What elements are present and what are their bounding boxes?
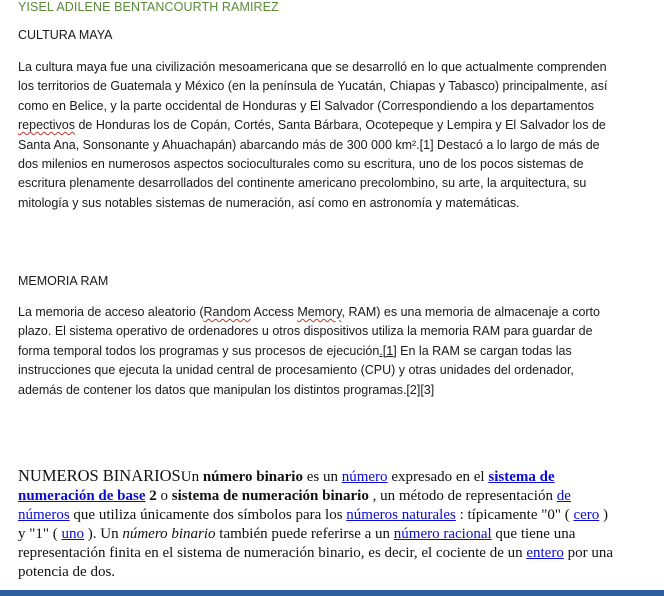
bold-term: sistema de numeración binario bbox=[171, 488, 369, 504]
misspelled-word[interactable]: Memory bbox=[297, 305, 342, 319]
heading-memoria-ram: MEMORIA RAM bbox=[18, 274, 109, 288]
link-numero-racional[interactable]: número racional bbox=[393, 526, 492, 542]
ram-text-1: La memoria de acceso aleatorio ( bbox=[18, 305, 204, 319]
page-bottom-border bbox=[0, 590, 664, 596]
binarios-heading: NUMEROS BINARIOS bbox=[18, 466, 181, 485]
paragraph-memoria-ram bbox=[18, 303, 618, 400]
author-name: YISEL ADILENE BENTANCOURTH RAMIREZ bbox=[18, 0, 279, 14]
paragraph-cultura-maya bbox=[18, 58, 618, 213]
maya-text-2: de Honduras los de Copán, Cortés, Santa Bárbara, Ocotepeque y Lempira y El Salvador los de Santa Ana, Sonsonante y Ahuachapán) abarcando más de 300 000 km².[1] Destacó a lo largo de más de dos milenios en numerosos aspectos socioculturales como su escritura, uno de los pocos sistemas de escritura plenamente desarrollados del continente americano precolombino, su arte, la arquitectura, su mitología y sus notables sistemas de numeración, así como en astronomía y matemáticas. bbox=[18, 118, 606, 210]
bold-term: número binario bbox=[202, 469, 303, 485]
misspelled-word[interactable]: repectivos bbox=[18, 118, 75, 133]
ram-text-3: , RAM) es una memoria de almacenaje a corto plazo. El sistema operativo de ordenadores u otros dispositivos utiliza la memoria RAM para guardar de forma temporal todos los programas y sus procesos de ejecución bbox=[18, 305, 600, 358]
link-entero[interactable]: entero bbox=[526, 545, 564, 561]
text-run: expresado en el bbox=[387, 469, 489, 485]
link-cero[interactable]: cero bbox=[573, 507, 600, 523]
text-run: Un bbox=[180, 469, 203, 485]
paragraph-numeros-binarios bbox=[18, 466, 618, 582]
text-run: : típicamente "0" ( bbox=[455, 507, 574, 523]
link-numeros-naturales[interactable]: números naturales bbox=[346, 507, 456, 523]
text-run: o bbox=[156, 488, 172, 504]
ram-text-2: Access bbox=[250, 305, 298, 319]
text-run: ) y "1" ( bbox=[18, 507, 609, 542]
text-run: , un método de representación bbox=[368, 488, 557, 504]
text-run: ). Un bbox=[84, 526, 123, 542]
text-run: que utiliza únicamente dos símbolos para los bbox=[69, 507, 347, 523]
heading-cultura-maya: CULTURA MAYA bbox=[18, 28, 113, 42]
text-run: también puede referirse a un bbox=[215, 526, 394, 542]
link-de-numeros[interactable]: de números bbox=[18, 488, 571, 523]
text-run: es un bbox=[302, 469, 342, 485]
link-numero[interactable]: número bbox=[341, 469, 388, 485]
text-run: por una potencia de dos. bbox=[18, 545, 613, 580]
bold-term: 2 bbox=[149, 488, 157, 504]
maya-text-1: La cultura maya fue una civilización mesoamericana que se desarrolló en lo que actualmente comprenden los territorios de Guatemala y México (en la península de Yucatán, Chiapas y Tabasco) principalmente, así como en Belice, y la parte occidental de Honduras y El Salvador (Correspondiendo a los departamentos bbox=[18, 60, 608, 113]
misspelled-word[interactable]: Random bbox=[203, 305, 251, 319]
reference-link[interactable]: .[1 bbox=[379, 343, 394, 358]
link-uno[interactable]: uno bbox=[61, 526, 84, 542]
italic-term: número binario bbox=[122, 526, 216, 542]
link-sistema-base[interactable]: sistema de numeración de base bbox=[18, 469, 555, 504]
text-run: que tiene una representación finita en el sistema de numeración binario, es decir, el cociente de un bbox=[18, 526, 576, 561]
ram-text-4: ] En la RAM se cargan todas las instrucciones que ejecuta la unidad central de procesamiento (CPU) y otras unidades del ordenador, además de contener los datos que manipulan los distintos programas.[2][3] bbox=[18, 343, 574, 397]
